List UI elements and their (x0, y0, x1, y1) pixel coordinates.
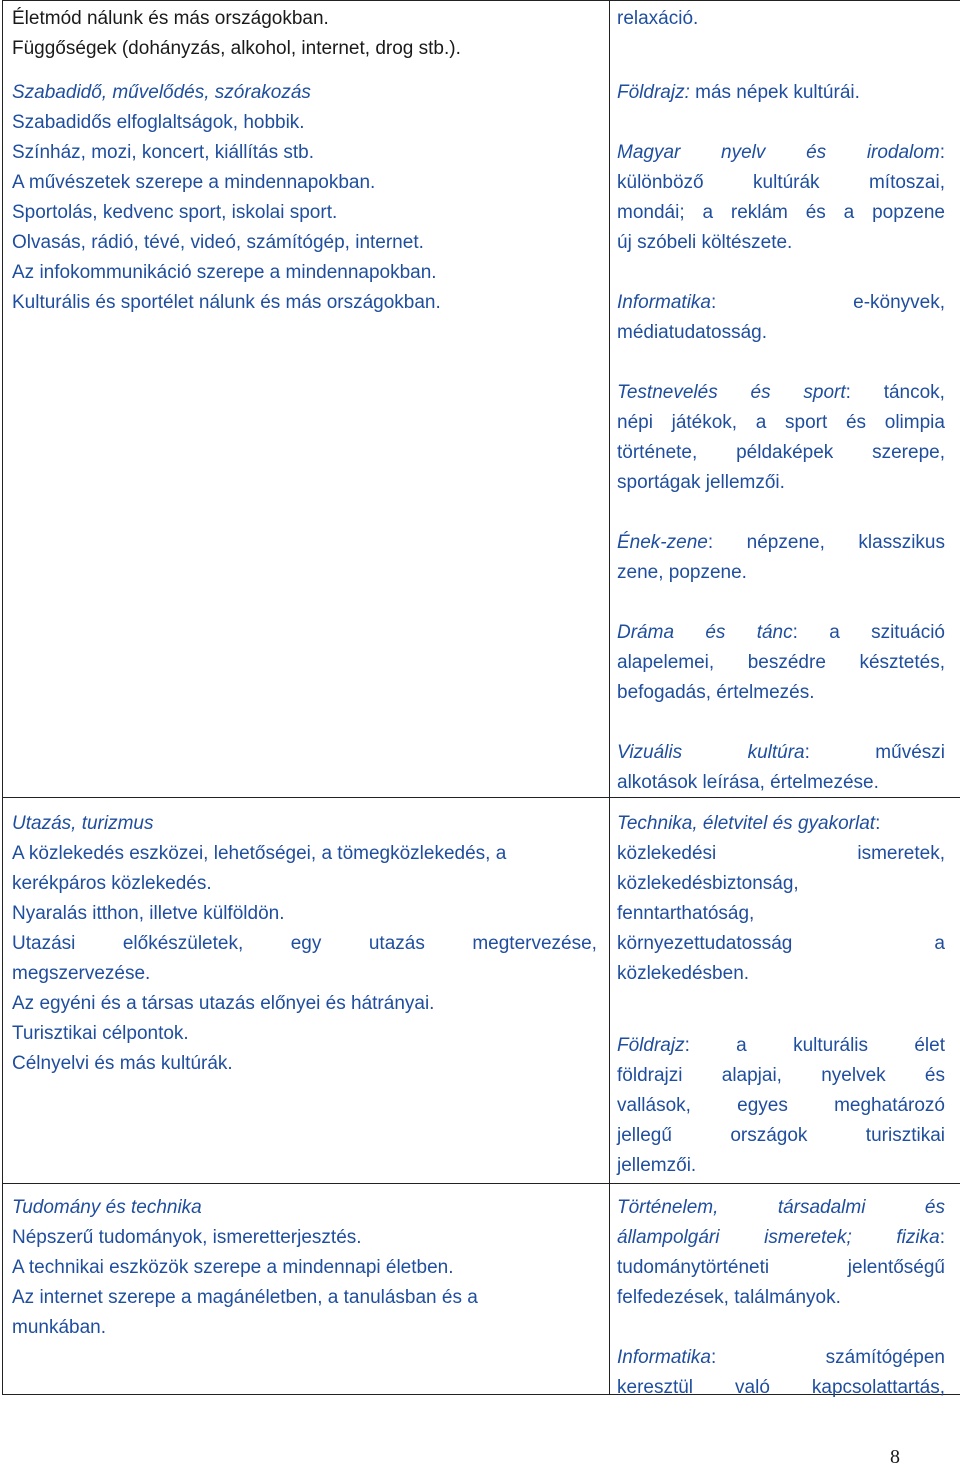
text-line: új szóbeli költészete. (617, 232, 793, 253)
word: népzene, (746, 532, 825, 553)
word: Történelem, (617, 1197, 719, 1218)
word: beszédre (747, 652, 826, 673)
word: és (705, 622, 726, 643)
subject-link-entry (617, 138, 945, 168)
word: Földrajz: (617, 1035, 690, 1056)
word: különböző (617, 172, 704, 193)
word: földrajzi (617, 1065, 683, 1086)
word: kulturális (793, 1035, 869, 1056)
word: nyelvek (821, 1065, 886, 1086)
word: olimpia (884, 412, 945, 433)
subject-link-entry (617, 528, 945, 558)
word: meghatározó (834, 1095, 945, 1116)
word: Informatika: (617, 1347, 717, 1368)
word: sport: (803, 382, 851, 403)
text-line-justified (617, 438, 945, 468)
word: és (924, 1065, 945, 1086)
word: és (845, 412, 867, 433)
word: játékok, (671, 412, 738, 433)
text-line: A technikai eszközök szerepe a mindennapi életben. (12, 1257, 454, 1278)
word: Vizuális (617, 742, 683, 763)
word: állampolgári (617, 1227, 720, 1248)
word: alapjai, (721, 1065, 782, 1086)
word: fizika: (896, 1227, 945, 1248)
text-line: munkában. (12, 1317, 107, 1338)
word: késztetés, (859, 652, 945, 673)
subject-link-entry (617, 738, 945, 768)
text-line-justified (617, 929, 945, 959)
section-heading: Szabadidő, művelődés, szórakozás (12, 82, 311, 103)
word: keresztül (617, 1377, 694, 1398)
section-heading: Utazás, turizmus (12, 813, 154, 834)
text-line: Olvasás, rádió, tévé, videó, számítógép, internet. (12, 232, 424, 253)
text-line-justified (12, 929, 597, 959)
word: a (934, 933, 945, 954)
word: sport (785, 412, 828, 433)
word: való (735, 1377, 770, 1398)
word: szerepe, (872, 442, 945, 463)
word: kultúrák (753, 172, 820, 193)
text-line: sportágak jellemzői. (617, 472, 785, 493)
text-line: Nyaralás itthon, illetve külföldön. (12, 903, 285, 924)
word: és (924, 1197, 945, 1218)
subject-link-entry (617, 1193, 945, 1223)
text-line: fenntarthatóság, (617, 903, 755, 924)
text-line: befogadás, értelmezés. (617, 682, 815, 703)
text-line: Színház, mozi, koncert, kiállítás stb. (12, 142, 315, 163)
word: a (843, 202, 855, 223)
text-line-justified (617, 1091, 945, 1121)
word: megtervezése, (472, 933, 597, 954)
text-line-justified (617, 1121, 945, 1151)
word: táncok, (883, 382, 945, 403)
word: a (736, 1035, 747, 1056)
word: országok (730, 1125, 808, 1146)
text-line-justified (617, 198, 945, 228)
word: előkészületek, (122, 933, 244, 954)
text-line: megszervezése. (12, 963, 151, 984)
subject-link-entry (617, 1343, 945, 1373)
word: Informatika: (617, 292, 717, 313)
text-line: Életmód nálunk és más országokban. (12, 8, 329, 29)
text-line: kerékpáros közlekedés. (12, 873, 212, 894)
text-line-justified (617, 1061, 945, 1091)
word: Utazási (12, 933, 76, 954)
word: Magyar (617, 142, 681, 163)
text-line-justified (617, 839, 945, 869)
word: környezettudatosság (617, 933, 793, 954)
word: példaképek (736, 442, 834, 463)
word: számítógépen (825, 1347, 945, 1368)
subject-link-entry (617, 78, 945, 108)
word: utazás (368, 933, 425, 954)
word: története, (617, 442, 698, 463)
word: népi (617, 412, 653, 433)
text-line: Célnyelvi és más kultúrák. (12, 1053, 233, 1074)
word: kultúra: (747, 742, 810, 763)
section-heading: Tudomány és technika (12, 1197, 202, 1218)
word: reklám (730, 202, 788, 223)
word: társadalmi (777, 1197, 866, 1218)
word: egy (290, 933, 322, 954)
word: klasszikus (858, 532, 945, 553)
subject-link-entry (617, 1031, 945, 1061)
word: nyelv (721, 142, 766, 163)
word: jelentőségű (847, 1257, 945, 1278)
word: egyes (737, 1095, 788, 1116)
text-line-justified (617, 408, 945, 438)
word: élet (914, 1035, 945, 1056)
word: és (805, 202, 826, 223)
text-line: közlekedésben. (617, 963, 750, 984)
page-number: 8 (890, 1446, 900, 1468)
text-line-justified (617, 648, 945, 678)
text-line: Kulturális és sportélet nálunk és más országokban. (12, 292, 441, 313)
word: a (755, 412, 767, 433)
word: popzene (872, 202, 945, 223)
text-line: Turisztikai célpontok. (12, 1023, 189, 1044)
subject-link-entry (617, 378, 945, 408)
text-line-justified (617, 1223, 945, 1253)
subject-link-entry (617, 618, 945, 648)
word: és (806, 142, 827, 163)
word: Ének-zene: (617, 532, 714, 553)
text-line: Az infokommunikáció szerepe a mindennapokban. (12, 262, 437, 283)
word: turisztikai (865, 1125, 945, 1146)
word: mítoszai, (868, 172, 945, 193)
text-line: alkotások leírása, értelmezése. (617, 772, 879, 793)
text-line: Népszerű tudományok, ismeretterjesztés. (12, 1227, 362, 1248)
word: irodalom: (866, 142, 945, 163)
text-line: felfedezések, találmányok. (617, 1287, 841, 1308)
subject-name: Földrajz: (617, 82, 690, 103)
text-line: közlekedésbiztonság, (617, 873, 799, 894)
subject-link-entry (617, 288, 945, 318)
text-line: A közlekedés eszközei, lehetőségei, a tömegközlekedés, a (12, 843, 507, 864)
word: jellegű (617, 1125, 672, 1146)
word: és (750, 382, 771, 403)
word: mondái; (617, 202, 685, 223)
text-line: zene, popzene. (617, 562, 747, 583)
word: alapelemei, (617, 652, 715, 673)
word: tánc: (756, 622, 798, 643)
text-line: jellemzői. (617, 1155, 697, 1176)
word: tudománytörténeti (617, 1257, 770, 1278)
word: a (702, 202, 714, 223)
text-line: Az internet szerepe a magánéletben, a tanulásban és a (12, 1287, 478, 1308)
text-line: médiatudatosság. (617, 322, 767, 343)
subject-text: más népek kultúrái. (689, 82, 860, 103)
text-line: Függőségek (dohányzás, alkohol, internet, drog stb.). (12, 38, 461, 59)
text-line: Szabadidős elfoglaltságok, hobbik. (12, 112, 305, 133)
subject-link-entry: Technika, életvitel és gyakorlat: (617, 813, 881, 834)
word: a (829, 622, 840, 643)
text-line: relaxáció. (617, 8, 699, 29)
text-line: Sportolás, kedvenc sport, iskolai sport. (12, 202, 338, 223)
word: e-könyvek, (853, 292, 945, 313)
word: vallások, (617, 1095, 691, 1116)
word: ismeretek; (764, 1227, 852, 1248)
word: szituáció (871, 622, 945, 643)
word: Testnevelés (617, 382, 718, 403)
word: Dráma (617, 622, 675, 643)
text-line-justified (617, 168, 945, 198)
word: ismeretek, (857, 843, 945, 864)
word: művészi (875, 742, 945, 763)
text-line-justified (617, 1373, 945, 1403)
text-line: Az egyéni és a társas utazás előnyei és hátrányai. (12, 993, 435, 1014)
word: kapcsolattartás, (811, 1377, 945, 1398)
text-line: A művészetek szerepe a mindennapokban. (12, 172, 376, 193)
text-line-justified (617, 1253, 945, 1283)
word: közlekedési (617, 843, 717, 864)
